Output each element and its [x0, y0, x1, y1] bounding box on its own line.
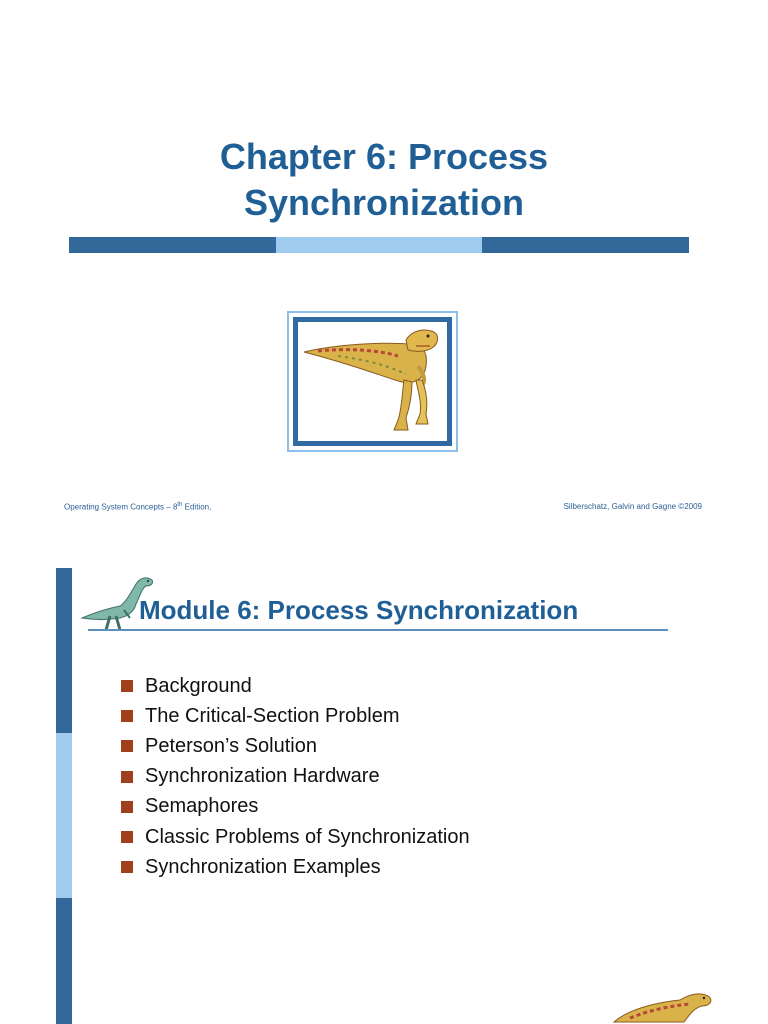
corner-dinosaur-icon	[610, 988, 720, 1024]
bullet-square-icon	[121, 680, 133, 692]
title-bar-right	[482, 237, 689, 253]
chapter-title	[0, 134, 768, 226]
list-item-text: The Critical-Section Problem	[145, 704, 400, 727]
list-item	[121, 792, 470, 822]
dinosaur-image	[293, 317, 452, 446]
list-item-text: Background	[145, 674, 252, 697]
list-item	[121, 822, 470, 852]
slide-module-outline	[0, 540, 768, 1024]
topic-list	[121, 671, 470, 882]
bullet-square-icon	[121, 861, 133, 873]
bullet-square-icon	[121, 831, 133, 843]
footer-book-title-text: Operating System Concepts – 8	[64, 502, 178, 512]
list-item	[121, 731, 470, 761]
sidebar-stripe-middle	[56, 733, 72, 898]
title-bar-middle	[276, 237, 482, 253]
bullet-square-icon	[121, 801, 133, 813]
sidebar-stripe-top	[56, 568, 72, 733]
list-item-text: Synchronization Hardware	[145, 765, 380, 788]
list-item-text: Semaphores	[145, 795, 259, 818]
bullet-square-icon	[121, 710, 133, 722]
sidebar-stripe-bottom	[56, 898, 72, 1024]
bullet-square-icon	[121, 771, 133, 783]
list-item	[121, 701, 470, 731]
list-item-text: Peterson’s Solution	[145, 734, 317, 757]
footer-book-title	[64, 502, 211, 512]
list-item	[121, 762, 470, 792]
footer-edition-text: Edition,	[182, 502, 212, 512]
list-item	[121, 852, 470, 882]
list-item	[121, 671, 470, 701]
title-underline	[88, 629, 668, 631]
footer-edition-superscript: th	[177, 502, 183, 508]
chapter-title-line-1: Chapter 6: Process	[219, 136, 549, 177]
list-item-text: Classic Problems of Synchronization	[145, 825, 470, 848]
footer-authors: Silberschatz, Galvin and Gagne ©2009	[563, 502, 702, 511]
chapter-title-line-2: Synchronization	[243, 182, 525, 223]
dinosaur-image-frame	[287, 311, 458, 452]
bullet-square-icon	[121, 740, 133, 752]
title-bar-left	[69, 237, 276, 253]
list-item-text: Synchronization Examples	[145, 855, 381, 878]
dinosaur-illustration-icon	[298, 322, 449, 443]
module-title: Module 6: Process Synchronization	[139, 595, 579, 625]
